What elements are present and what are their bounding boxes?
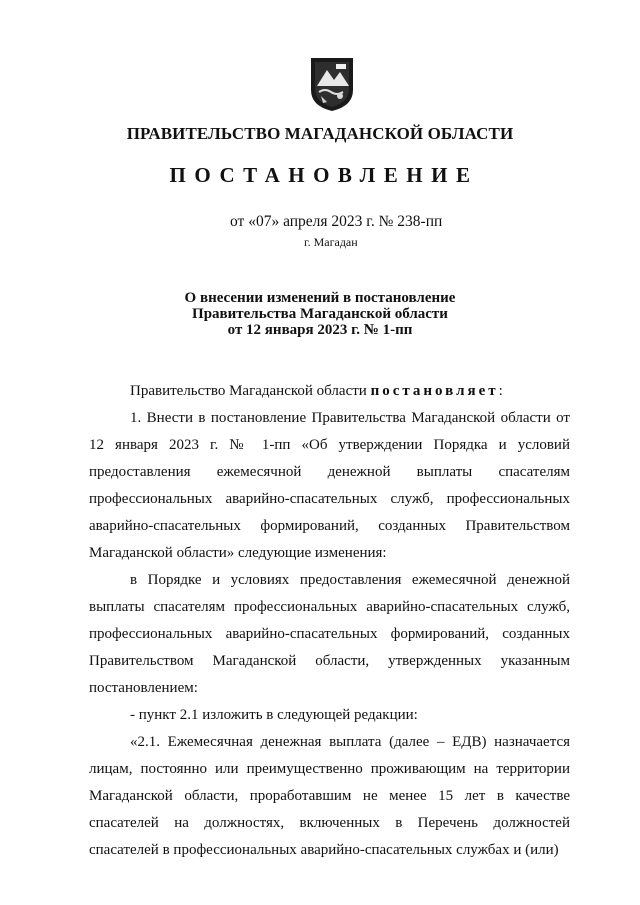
document-subject	[0, 290, 640, 338]
organization-title: ПРАВИТЕЛЬСТВО МАГАДАНСКОЙ ОБЛАСТИ	[126, 124, 514, 143]
subject-line: О внесении изменений в постановление	[184, 290, 456, 306]
document-date-number: от «07» апреля 2023 г. № 238-пп	[230, 213, 443, 230]
coat-of-arms-icon	[309, 56, 355, 112]
enacting-prefix: Правительство Магаданской области	[130, 383, 371, 399]
body-paragraph: в Порядке и условиях предоставления ежемесячной денежной выплаты спасателям профессиональных аварийно-спасательных служб, профессиональных аварийно-спасательных формирований, созданных Правительством Магаданской области, утвержденных указанным постановлением:	[89, 572, 570, 696]
body-paragraph: - пункт 2.1 изложить в следующей редакции:	[130, 707, 418, 723]
enacting-suffix: :	[498, 383, 503, 399]
document-body	[89, 378, 570, 864]
document-type-title: ПОСТАНОВЛЕНИЕ	[169, 163, 479, 187]
body-paragraph	[89, 378, 570, 405]
enacting-verb: постановляет	[370, 383, 499, 399]
body-paragraph: «2.1. Ежемесячная денежная выплата (далее – ЕДВ) назначается лицам, постоянно или преимущественно проживающим на территории Магаданской области, проработавшим не менее 15 лет в качестве спасателей на должностях, включенных в Перечень должностей спасателей в профессиональных аварийно-спасательных службах и (или)	[89, 734, 570, 858]
document-city: г. Магадан	[304, 235, 358, 249]
body-paragraph: 1. Внести в постановление Правительства Магаданской области от 12 января 2023 г. № 1-пп «Об утверждении Порядка и условий предоставления ежемесячной денежной выплаты спасателям профессиональных аварийно-спасательных служб, профессиональных аварийно-спасательных формирований, созданных Правительством Магаданской области» следующие изменения:	[89, 410, 570, 561]
subject-line: от 12 января 2023 г. № 1-пп	[227, 322, 413, 338]
subject-line: Правительства Магаданской области	[192, 306, 448, 322]
